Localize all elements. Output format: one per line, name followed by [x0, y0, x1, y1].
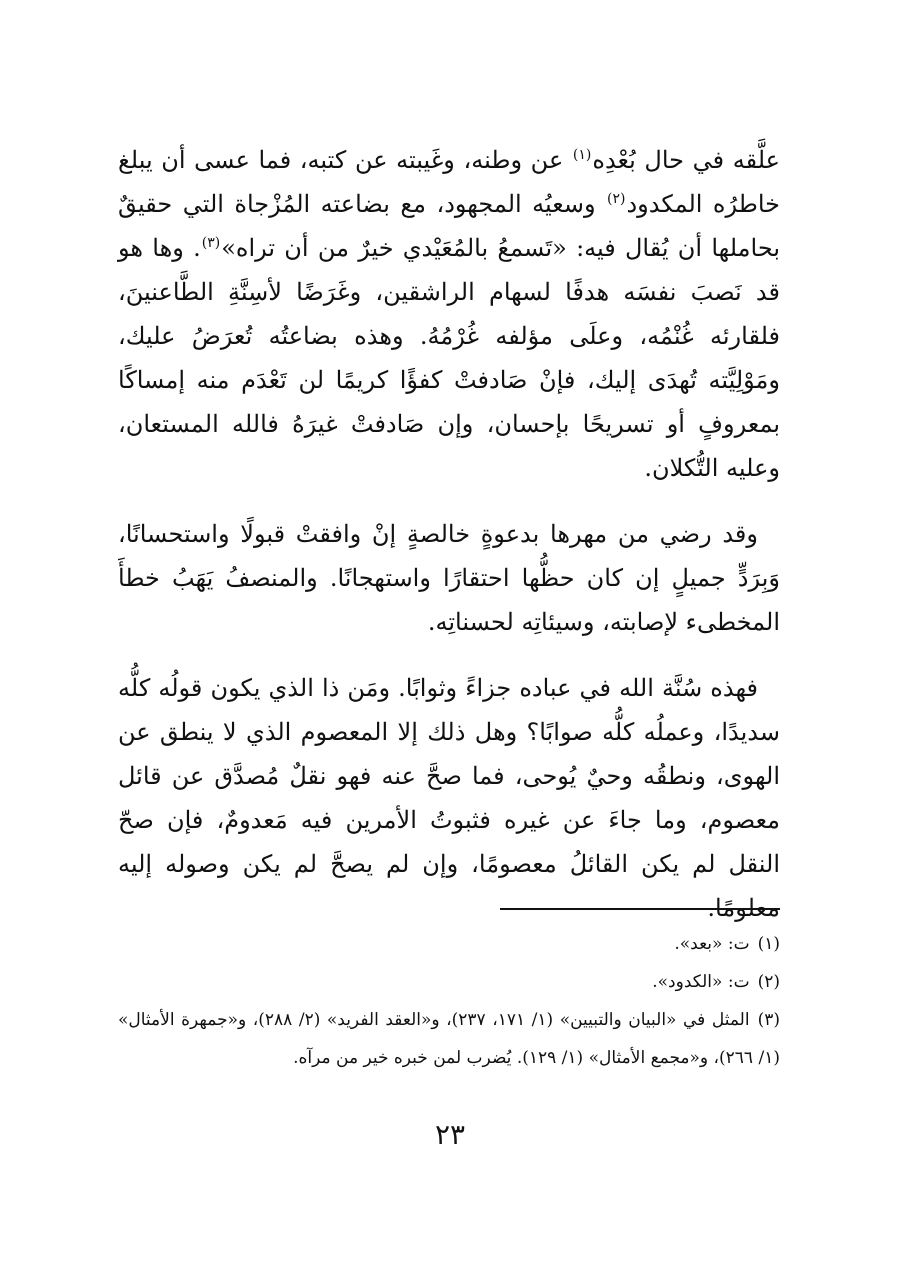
text-run: فهذه سُنَّة الله في عباده جزاءً وثوابًا. ومَن ذا الذي يكون قولُه كلُّه سديدًا، وعملُه كلُّه صوابًا؟ وهل ذلك إلا المعصوم الذي لا ينطق عن الهوى، ونطقُه وحيٌ يُوحى، فما صحَّ عنه فهو نقلٌ مُصدَّق عن قائل معصوم، وما جاءَ عن غيره فثبوتُ الأمرين فيه مَعدومٌ، فإن صحّ النقل لم يكن القائلُ معصومًا، وإن لم يصحَّ لم يكن وصوله إليه معلومًا. [118, 674, 780, 922]
footnote-divider [500, 908, 780, 910]
footnote-ref: (٣) [201, 235, 221, 251]
footnotes [118, 925, 780, 1077]
footnote-text: ت: «بعد». [674, 934, 750, 954]
footnote-number: (١) [757, 934, 780, 954]
text-run: وسعيُه المجهود، مع بضاعته المُزْجاة التي حقيقٌ بحاملها أن يُقال فيه: «تَسمعُ بالمُعَيْدي خيرٌ من أن تراه» [118, 190, 780, 262]
body-text [118, 138, 780, 952]
footnote-ref: (٢) [607, 191, 626, 207]
page-number: ٢٣ [434, 1118, 466, 1151]
paragraph [118, 138, 780, 490]
text-run: . وها هو قد نَصبَ نفسَه هدفًا لسهام الراشقين، وغَرَضًا لأسِنَّةِ الطَّاعنينَ، فلقارئه غُنْمُه، وعلَى مؤلفه غُرْمُهُ. وهذه بضاعتُه تُعرَضُ عليك، ومَوْلِيَّته تُهدَى إليك، فإنْ صَادفتْ كفؤًا كريمًا لن تَعْدَم منه إمساكًا بمعروفٍ أو تسريحًا بإحسان، وإن صَادفتْ غيرَهُ فالله المستعان، وعليه التُّكلان. [118, 234, 780, 482]
text-run: وقد رضي من مهرها بدعوةٍ خالصةٍ إنْ وافقتْ قبولًا واستحسانًا، وَبِرَدٍّ جميلٍ إن كان حظُّها احتقارًا واستهجانًا. والمنصفُ يَهَبُ خطأَ المخطىء لإصابته، وسيئاتِه لحسناتِه. [118, 520, 780, 636]
footnote-number: (٣) [757, 1010, 780, 1030]
text-run: عن وطنه، وغَيبته عن كتبه، فما عسى أن يبلغ خاطرُه المكدود [118, 146, 780, 218]
footnote [118, 963, 780, 1001]
footnote [118, 1001, 780, 1077]
footnote-text: ت: «الكدود». [652, 972, 750, 992]
text-run: علَّقه في حال بُعْدِه [592, 146, 780, 174]
footnote [118, 925, 780, 963]
footnote-ref: (١) [572, 147, 592, 163]
footnote-number: (٢) [757, 972, 780, 992]
paragraph [118, 512, 780, 644]
paragraph [118, 666, 780, 930]
footnote-text: المثل في «البيان والتبيين» (١/ ١٧١، ٢٣٧)، و«العقد الفريد» (٢/ ٢٨٨)، و«جمهرة الأمثال» (١/ ٢٦٦)، و«مجمع الأمثال» (١/ ١٢٩). يُضرب لمن خبره خير من مرآه. [118, 1010, 780, 1068]
